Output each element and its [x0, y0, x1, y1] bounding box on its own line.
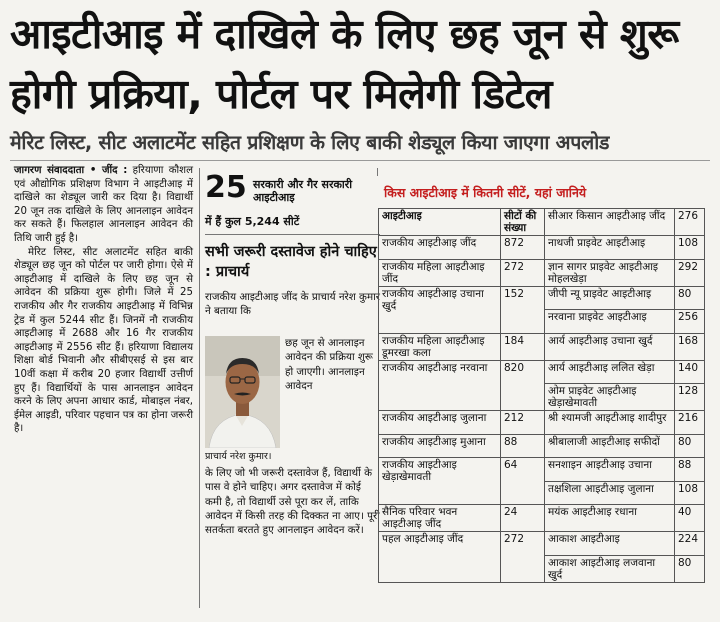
table-cell-name: मयंक आइटीआइ रधाना: [545, 505, 675, 532]
table-header-row: [379, 209, 705, 236]
table-cell-seats: 212: [501, 411, 545, 435]
table-cell-name: नरवाना प्राइवेट आइटीआइ: [545, 310, 675, 334]
table-cell-name: आर्य आइटीआइ उचाना खुर्द: [545, 333, 675, 360]
table-title: किस आइटीआइ में कितनी सीटें, यहां जानिये: [384, 185, 587, 200]
table-cell-name: सैनिक परिवार भवन आइटीआइ जींद: [379, 505, 501, 532]
table-row: [379, 286, 705, 310]
table-cell-name: पहल आइटीआइ जींद: [379, 532, 501, 583]
table-cell-seats: 216: [675, 411, 705, 435]
table-cell-seats: 140: [675, 360, 705, 384]
table-cell-name: श्रीबालाजी आइटीआइ सफीदों: [545, 434, 675, 458]
stat-total: में हैं कुल 5,244 सीटें: [205, 215, 300, 228]
table-cell-name: राजकीय महिला आइटीआइ डूमरखा कला: [379, 333, 501, 360]
table-cell-name: ज्ञान सागर प्राइवेट आइटीआइ मोहलखेड़ा: [545, 259, 675, 286]
table-cell-seats: 168: [675, 333, 705, 360]
quote-body: के लिए जो भी जरूरी दस्तावेज हैं, विद्यार्थी के पास वे होने चाहिए। अगर दस्तावेज में कोई कमी है, तो विद्यार्थी उसे पूरा कर लें, ताकि आवेदन में किसी तरह की दिक्कत ना आए। पूरी सतर्कता बरतते हुए आनलाइन आवेदन करें।: [205, 467, 380, 537]
quote-title: सभी जरूरी दस्तावेज होने चाहिए : प्राचार्य: [205, 244, 377, 280]
table-row: [379, 434, 705, 458]
table-row: [379, 333, 705, 360]
article-paragraph: [14, 164, 193, 246]
table-cell-seats: 108: [675, 236, 705, 260]
table-cell-name: सनशाइन आइटीआइ उचाना: [545, 458, 675, 482]
table-cell-name: आकाश आइटीआइ लजवाना खुर्द: [545, 555, 675, 582]
stat-text: सरकारी और गैर सरकारी आइटीआइ: [253, 178, 353, 204]
divider: [205, 234, 380, 235]
seat-table: [378, 208, 705, 583]
portrait-illustration: [205, 336, 280, 448]
column-header-seats: सीटों की संख्या: [501, 209, 545, 236]
table-row: [379, 505, 705, 532]
table-cell-name: ओम प्राइवेट आइटीआइ खेड़ाखेमावती: [545, 384, 675, 411]
table-cell-name: तक्षशिला आइटीआइ जुलाना: [545, 481, 675, 505]
byline: जागरण संवाददाता • जींद :: [14, 165, 128, 176]
article-paragraph: मेरिट लिस्ट, सीट अलाटमेंट सहित बाकी शेड्यूल छह जून को पोर्टल पर जारी होगा। ऐसे में आइटीआइ में दाखिले के लिए छह जून से आवेदन की प्रक्रिया शुरू होगी। जिले में 25 राजकीय और गैर राजकीय आइटीआइ में विभिन्न ट्रेड में कुल 5244 सीट हैं। जिनमें नौ राजकीय आइटीआइ में 2688 और 16 गैर राजकीय आइटीआइ में 2556 सीट हैं। हरियाणा विद्यालय शिक्षा बोर्ड भिवानी और सीबीएसई से इस बार 10वीं कक्षा में करीब 20 हजार विद्यार्थी उत्तीर्ण हुए हैं। विद्यार्थियों के पास आनलाइन आवेदन करने के लिए अपना आधार कार्ड, मोबाइल नंबर, ईमेल आइडी, परिवार पहचान पत्र का होना जरूरी है।: [14, 246, 193, 435]
table-cell-name: राजकीय आइटीआइ उचाना खुर्द: [379, 286, 501, 333]
table-cell-seats: 292: [675, 259, 705, 286]
table-cell-seats: 152: [501, 286, 545, 333]
table-cell-name: आर्य आइटीआइ ललित खेड़ा: [545, 360, 675, 384]
table-cell-seats: 820: [501, 360, 545, 411]
headline: आइटीआइ में दाखिले के लिए छह जून से शुरू होगी प्रक्रिया, पोर्टल पर मिलेगी डिटेल: [10, 10, 679, 118]
table-cell-seats: 128: [675, 384, 705, 411]
table-cell-seats: 88: [501, 434, 545, 458]
table-cell-seats: 24: [501, 505, 545, 532]
table-cell-name: राजकीय महिला आइटीआइ जींद: [379, 259, 501, 286]
table-cell-name: राजकीय आइटीआइ खेड़ाखेमावती: [379, 458, 501, 505]
stat-number: 25: [205, 170, 247, 205]
table-row: [379, 360, 705, 384]
article-body: [14, 164, 193, 436]
table-cell-name: राजकीय आइटीआइ नरवाना: [379, 360, 501, 411]
table-row: [379, 458, 705, 482]
table-row: [379, 236, 705, 260]
table-cell-name: श्री श्यामजी आइटीआइ शादीपुर: [545, 411, 675, 435]
table-cell-seats: 224: [675, 532, 705, 556]
table-cell-seats: 108: [675, 481, 705, 505]
column-header-iti: आइटीआइ: [379, 209, 501, 236]
table-cell-name: सीआर किसान आइटीआइ जींद: [545, 209, 675, 236]
table-cell-seats: 64: [501, 458, 545, 505]
principal-photo: [205, 336, 280, 448]
quote-right-text: छह जून से आनलाइन आवेदन की प्रक्रिया शुरू हो जाएगी। आनलाइन आवेदन: [285, 337, 373, 392]
table-cell-name: राजकीय आइटीआइ जींद: [379, 236, 501, 260]
column-divider: [377, 168, 378, 176]
table-row: [379, 532, 705, 556]
table-row: [379, 411, 705, 435]
table-cell-seats: 872: [501, 236, 545, 260]
quote-lead: राजकीय आइटीआइ जींद के प्राचार्य नरेश कुमार ने बताया कि: [205, 291, 380, 317]
column-divider: [199, 168, 200, 608]
article-paragraph-text: हरियाणा कौशल एवं औद्योगिक प्रशिक्षण विभाग ने आइटीआइ में दाखिले का शेड्यूल जारी कर दिया है। विद्यार्थी 20 जून तक दाखिले के लिए आनलाइन आवेदन कर सकते हैं। फिलहाल आनलाइन आवेदन की तिथि जारी हुई है।: [14, 165, 193, 244]
table-cell-seats: 80: [675, 555, 705, 582]
table-cell-seats: 184: [501, 333, 545, 360]
table-cell-seats: 40: [675, 505, 705, 532]
table-cell-seats: 256: [675, 310, 705, 334]
table-cell-name: आकाश आइटीआइ: [545, 532, 675, 556]
table-cell-name: राजकीय आइटीआइ जुलाना: [379, 411, 501, 435]
table-cell-name: नाथजी प्राइवेट आइटीआइ: [545, 236, 675, 260]
subheadline: मेरिट लिस्ट, सीट अलाटमेंट सहित प्रशिक्षण के लिए बाकी शेड्यूल किया जाएगा अपलोड: [10, 131, 610, 154]
table-cell-seats: 88: [675, 458, 705, 482]
table-cell-seats: 276: [675, 209, 705, 236]
table-row: [379, 259, 705, 286]
table-cell-seats: 80: [675, 286, 705, 310]
table-cell-seats: 272: [501, 259, 545, 286]
table-cell-seats: 272: [501, 532, 545, 583]
table-cell-seats: 80: [675, 434, 705, 458]
photo-caption: प्राचार्य नरेश कुमार।: [205, 451, 272, 462]
table-cell-name: जीपी न्यू प्राइवेट आइटीआइ: [545, 286, 675, 310]
divider: [10, 160, 710, 161]
table-cell-name: राजकीय आइटीआइ मुआना: [379, 434, 501, 458]
